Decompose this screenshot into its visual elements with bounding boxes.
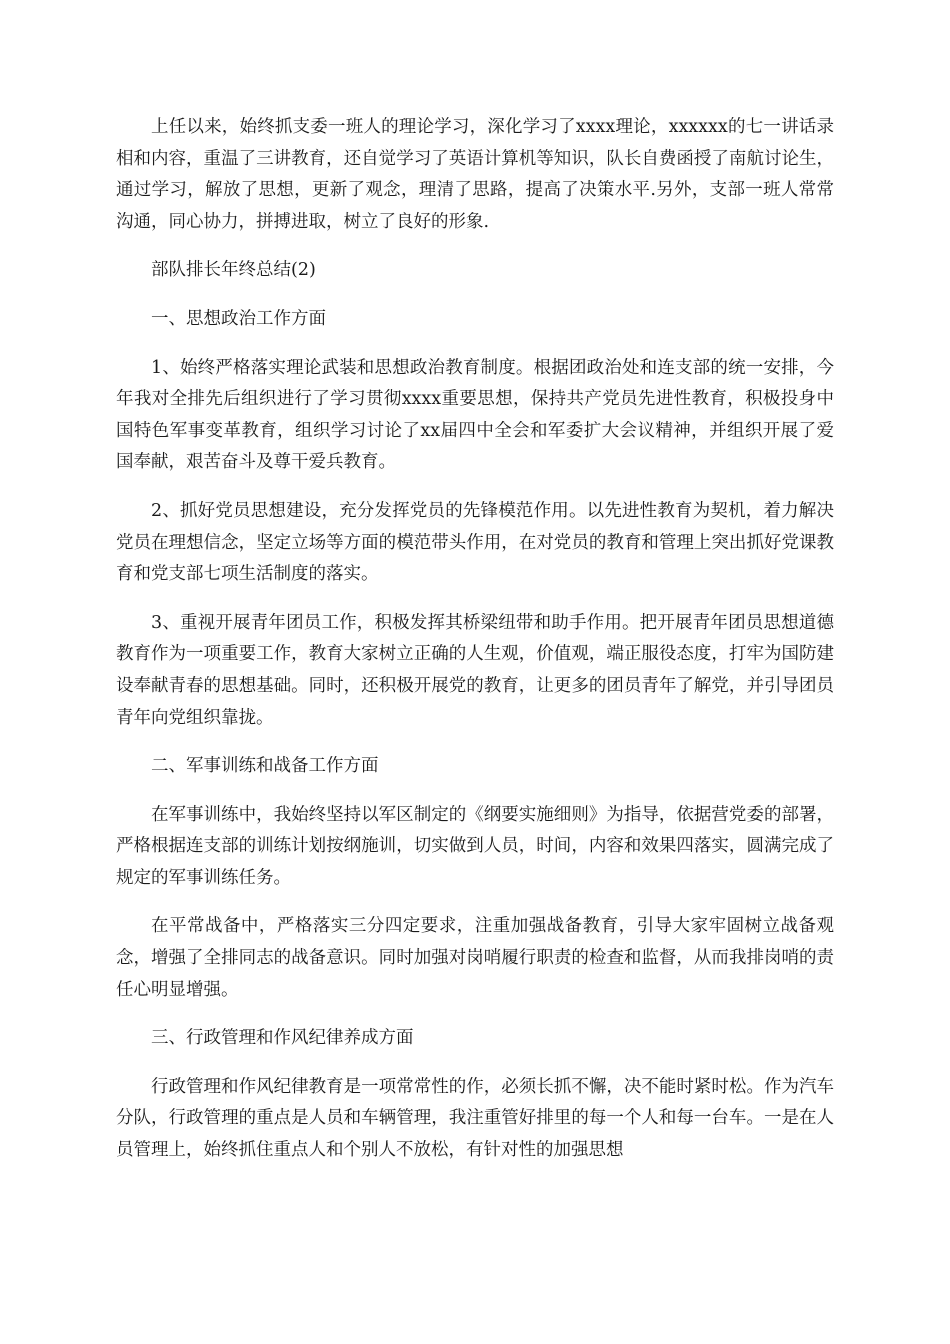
section-title: 部队排长年终总结(2) — [151, 260, 316, 281]
paragraph-training: 在军事训练中，我始终坚持以军区制定的《纲要实施细则》为指导，依据营党委的部署，严格根据连支部的训练计划按纲施训，切实做到人员，时间，内容和效果四落实，圆满完成了规定的军事训练任务。 — [116, 804, 834, 888]
document-body — [116, 112, 834, 1184]
paragraph-item-1: 1、始终严格落实理论武装和思想政治教育制度。根据团政治处和连支部的统一安排，今年我对全排先后组织进行了学习贯彻xxxx重要思想，保持共产党员先进性教育，积极投身中国特色军事变革教育，组织学习讨论了xx届四中全会和军委扩大会议精神，并组织开展了爱国奉献，艰苦奋斗及尊干爱兵教育。 — [116, 357, 834, 473]
heading-political-work: 一、思想政治工作方面 — [151, 308, 326, 329]
heading-administration: 三、行政管理和作风纪律养成方面 — [151, 1028, 414, 1049]
paragraph-item-3: 3、重视开展青年团员工作，积极发挥其桥梁纽带和助手作用。把开展青年团员思想道德教育作为一项重要工作，教育大家树立正确的人生观，价值观，端正服役态度，打牢为国防建设奉献青春的思想基础。同时，还积极开展党的教育，让更多的团员青年了解党，并引导团员青年向党组织靠拢。 — [116, 612, 834, 728]
paragraph-item-2: 2、抓好党员思想建设，充分发挥党员的先锋模范作用。以先进性教育为契机，着力解决党员在理想信念，坚定立场等方面的模范带头作用，在对党员的教育和管理上突出抓好党课教育和党支部七项生活制度的落实。 — [116, 500, 834, 585]
paragraph-intro: 上任以来，始终抓支委一班人的理论学习，深化学习了xxxx理论，xxxxxx的七一讲话录相和内容，重温了三讲教育，还自觉学习了英语计算机等知识，队长自费函授了南航讨论生，通过学习，解放了思想，更新了观念，理清了思路，提高了决策水平.另外，支部一班人常常沟通，同心协力，拼搏进取，树立了良好的形象. — [116, 117, 834, 232]
paragraph-readiness: 在平常战备中，严格落实三分四定要求，注重加强战备教育，引导大家牢固树立战备观念，增强了全排同志的战备意识。同时加强对岗哨履行职责的检查和监督，从而我排岗哨的责任心明显增强。 — [116, 916, 834, 1000]
heading-military-training: 二、军事训练和战备工作方面 — [151, 756, 379, 777]
paragraph-administration: 行政管理和作风纪律教育是一项常常性的作，必须长抓不懈，决不能时紧时松。作为汽车分队，行政管理的重点是人员和车辆管理，我注重管好排里的每一个人和每一台车。一是在人员管理上，始终抓住重点人和个别人不放松，有针对性的加强思想 — [116, 1076, 834, 1161]
